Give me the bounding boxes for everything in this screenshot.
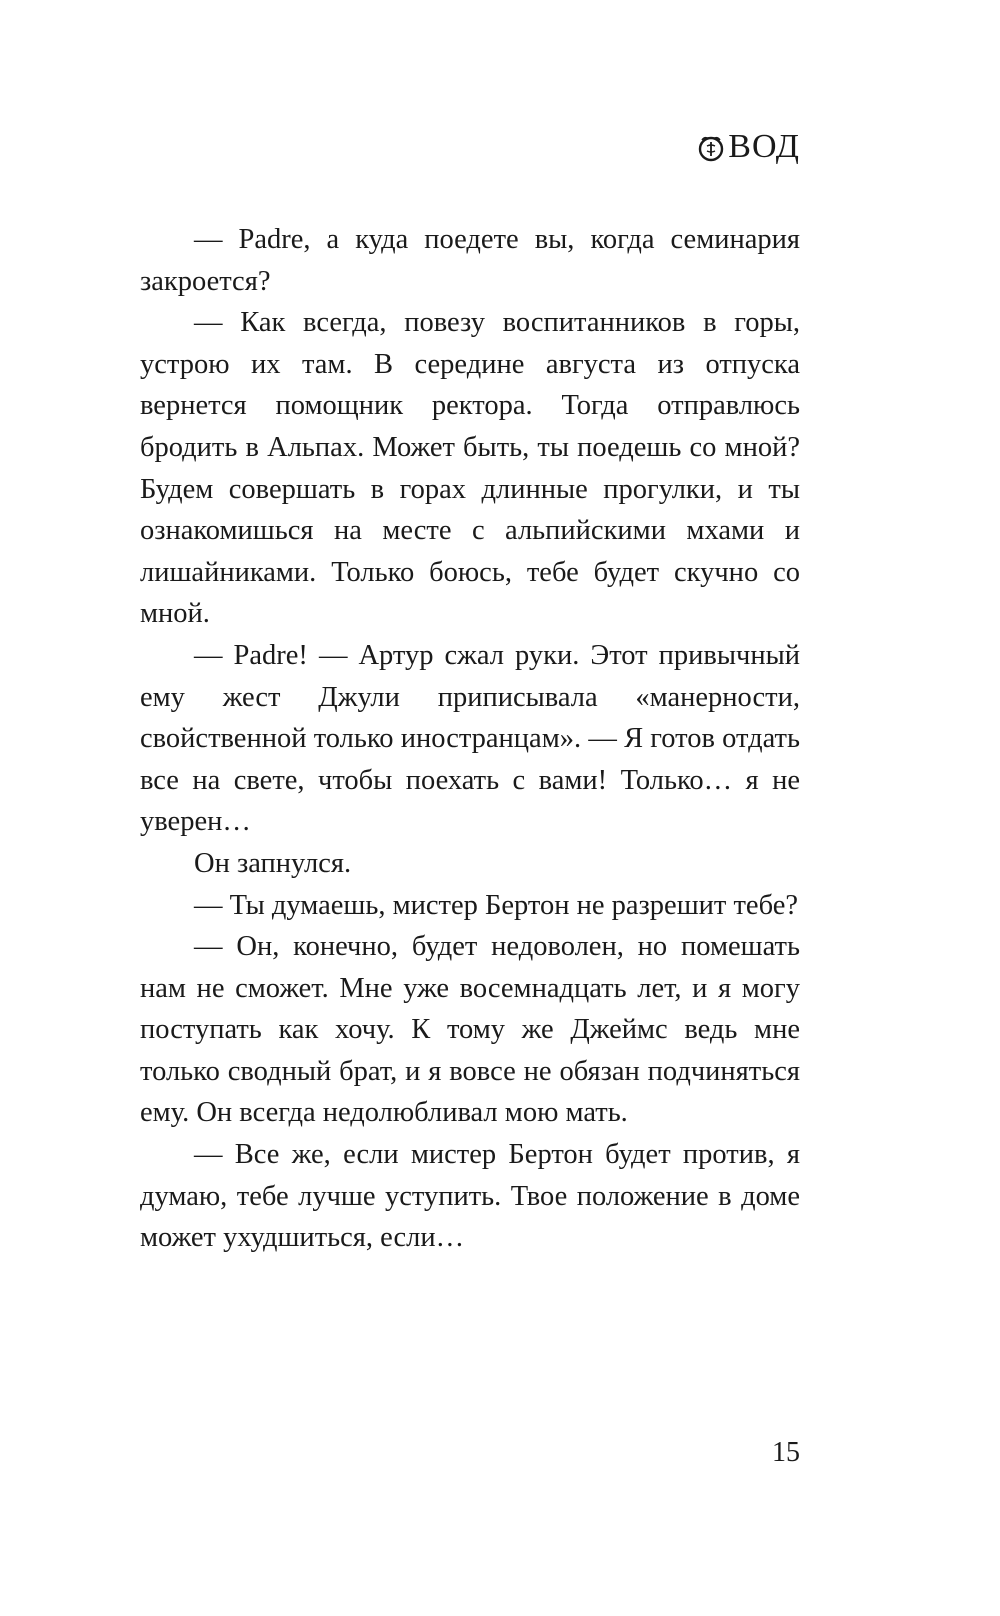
- paragraph: — Как всегда, повезу воспитанников в горы, устрою их там. В середине августа из отпуска вернется помощник ректора. Тогда отправлюсь бродить в Альпах. Может быть, ты поедешь со мной? Будем совершать в горах длинные прогулки, и ты ознакомишься на месте с альпийскими мхами и лишайниками. Только боюсь, тебе будет скучно со мной.: [140, 307, 800, 630]
- page-number: 15: [772, 1437, 800, 1468]
- body-text: [140, 219, 800, 1259]
- paragraph: — Ты думаешь, мистер Бертон не разрешит тебе?: [194, 889, 798, 921]
- gadfly-icon: [696, 131, 726, 163]
- header-title: ВОД: [728, 128, 800, 165]
- paragraph: — Он, конечно, будет недоволен, но помешать нам не сможет. Мне уже восемнадцать лет, и я могу поступать как хочу. К тому же Джеймс ведь мне только сводный брат, и я вовсе не обязан подчиняться ему. Он всегда недолюбливал мою мать.: [140, 931, 800, 1129]
- running-header: [696, 128, 800, 166]
- paragraph: — Padre! — Артур сжал руки. Этот привычный ему жест Джули приписывала «манерности, свойственной только иностранцам». — Я готов отдать все на свете, чтобы поехать с вами! Только… я не уверен…: [140, 639, 800, 838]
- paragraph: — Все же, если мистер Бертон будет против, я думаю, тебе лучше уступить. Твое положение в доме может ухудшиться, если…: [140, 1139, 800, 1254]
- paragraph: Он запнулся.: [194, 847, 352, 879]
- paragraph: — Padre, а куда поедете вы, когда семинария закроется?: [140, 224, 800, 297]
